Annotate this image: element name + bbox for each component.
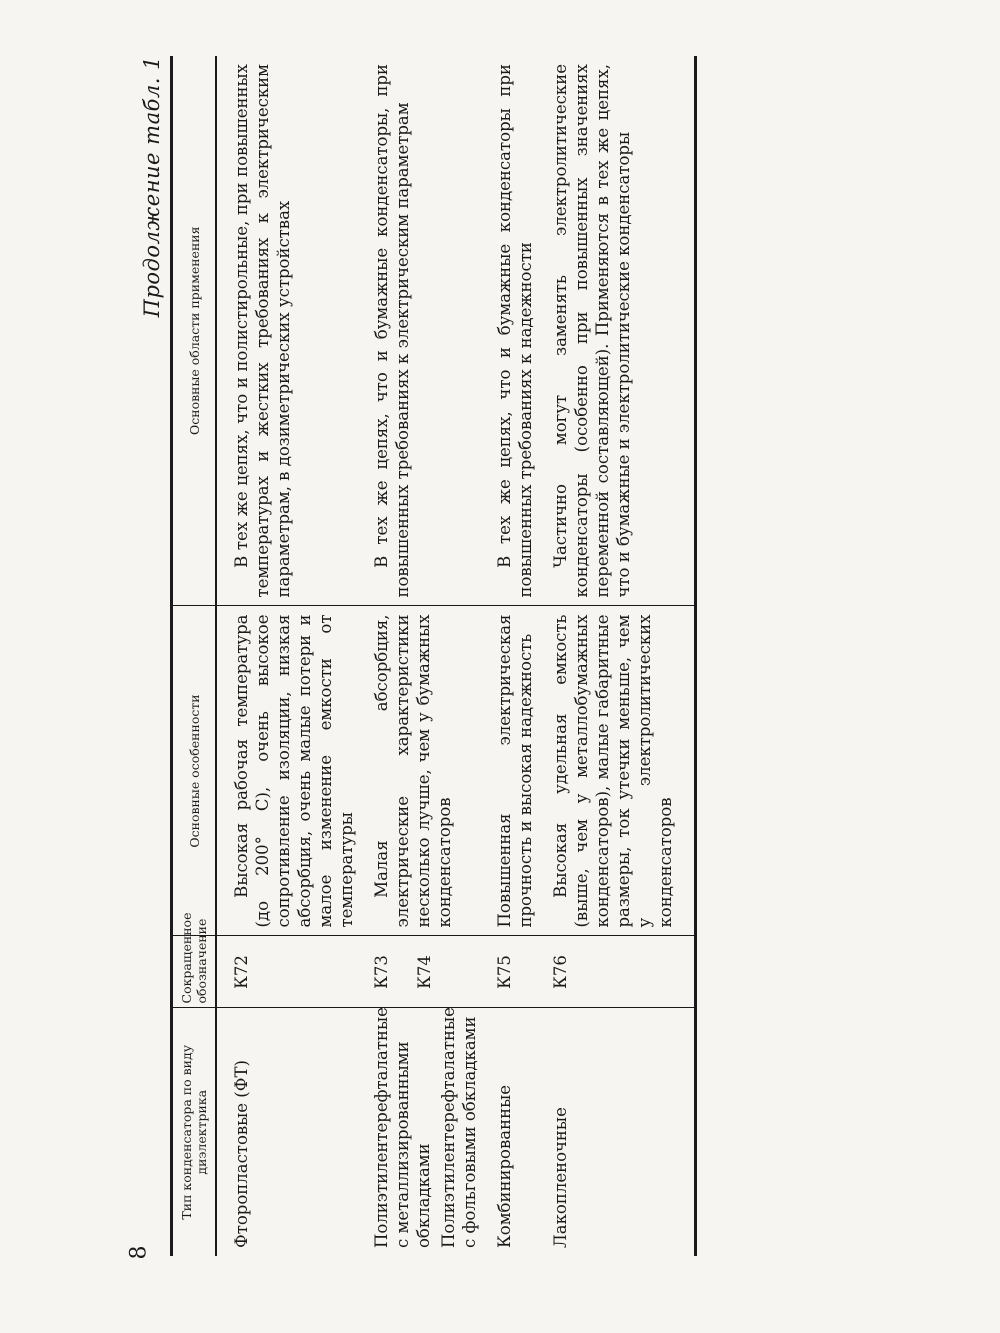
cell-code [216,936,363,1008]
header-application: Основные области применения [172,56,217,606]
cell-application: В тех же цепях, что и бумажные конденсаторы при повышенных требованиях к надежности [486,56,542,606]
header-row [172,56,217,1256]
capacitor-table [170,56,697,1256]
header-features: Основные особенности [172,606,217,936]
page-number: 8 [126,1245,152,1260]
type-line: Комбинированные [495,1085,514,1248]
table-row [486,56,542,1256]
cell-type [542,1008,696,1256]
cell-type [216,1008,363,1256]
table-row [363,56,486,1256]
cell-features: Высокая удельная емкость (выше, чем у металлобумажных конденсаторов), малые габаритные размеры, ток утечки меньше, чем у электролитических конденсаторов [542,606,696,936]
header-type: Тип конденсатора по виду диэлектрика [172,1008,217,1256]
rotated-page [140,56,880,1256]
type-line: Лакопленочные [551,1107,570,1248]
cell-code [363,936,486,1008]
cell-application: В тех же цепях, что и полистирольные, при повышенных температурах и жестких требованиях к электрическим параметрам, в дозиметрических устройствах [216,56,363,606]
cell-features: Малая абсорбция, электрические характеристики несколько лучше, чем у бумажных конденсаторов [363,606,486,936]
type-line: Фторопластовые (ФТ) [232,1060,251,1248]
header-code: Сокращенное обозначение [172,936,217,1008]
cell-code [486,936,542,1008]
table-row [216,56,363,1256]
code-value: К76 [551,955,570,989]
code-value: К72 [232,955,251,989]
type-line: Полиэтилентерефталатные с металлизированными обкладками [372,1007,433,1248]
code-value: К75 [495,955,514,989]
table-continuation-label: Продолжение табл. 1 [140,56,164,318]
code-value: К74 [415,955,434,989]
cell-application: Частично могут заменять электролитические конденсаторы (особенно при повышенных значениях переменной составляющей). Применяются в тех же цепях, что и бумажные и электролитические конденсаторы [542,56,696,606]
cell-type [486,1008,542,1256]
type-line: Полиэтилентерефталатные с фольговыми обкладками [439,1007,479,1248]
cell-features: Высокая рабочая температура (до 200° С), очень высокое сопротивление изоляции, низкая абсорбция, очень малые потери и малое изменение емкости от температуры [216,606,363,936]
table-row [542,56,696,1256]
cell-application: В тех же цепях, что и бумажные конденсаторы, при повышенных требованиях к электрическим параметрам [363,56,486,606]
code-value: К73 [372,955,391,989]
cell-code [542,936,696,1008]
cell-type [363,1008,486,1256]
cell-features: Повышенная электрическая прочность и высокая надежность [486,606,542,936]
